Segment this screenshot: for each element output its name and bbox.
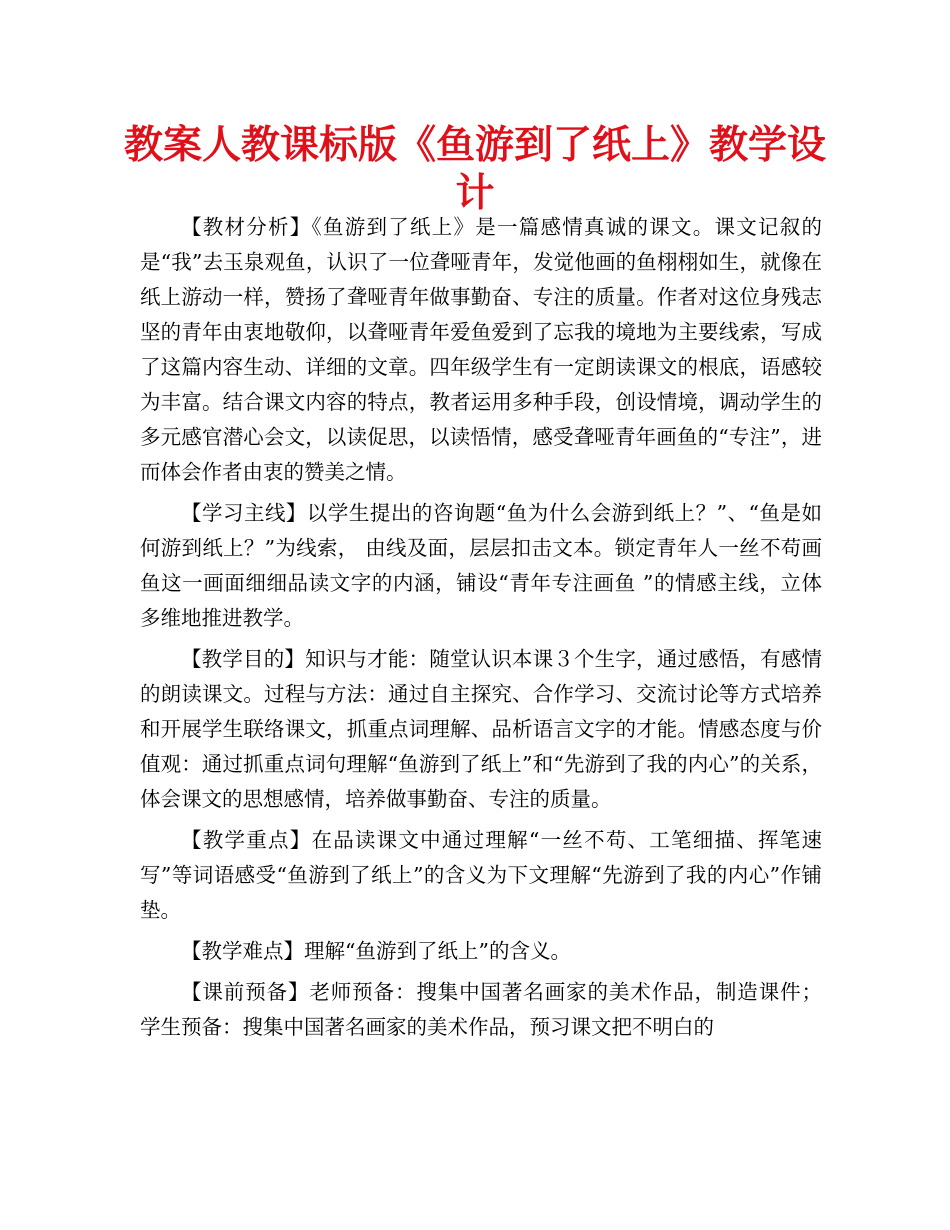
paragraph-learning-mainline: 【学习主线】以学生提出的咨询题“鱼为什么会游到纸上？”、“鱼是如何游到纸上？”为线索， 由线及面，层层扣击文本。锁定青年人一丝不苟画鱼这一画面细细品读文字的内涵，铺设“青年专注画鱼 ”的情感主线，立体多维地推进教学。 — [140, 501, 822, 630]
paragraph-teaching-focus: 【教学重点】在品读课文中通过理解“一丝不苟、工笔细描、挥笔速写”等词语感受“鱼游到了纸上”的含义为下文理解“先游到了我的内心”作铺垫。 — [140, 828, 822, 922]
paragraph-teaching-objectives: 【教学目的】知识与才能：随堂认识本课３个生字，通过感悟，有感情的朗读课文。过程与方法：通过自主探究、合作学习、交流讨论等方式培养和开展学生联络课文，抓重点词理解、品析语言文字的才能。情感态度与价值观：通过抓重点词句理解“鱼游到了纸上”和“先游到了我的内心”的关系，体会课文的思想感情，培养做事勤奋、专注的质量。 — [140, 647, 822, 811]
paragraph-preparation: 【课前预备】老师预备：搜集中国著名画家的美术作品，制造课件； 学生预备：搜集中国著名画家的美术作品，预习课文把不明白的 — [140, 980, 822, 1039]
paragraph-teaching-difficulty: 【教学难点】理解“鱼游到了纸上”的含义。 — [181, 939, 571, 963]
paragraph-textbook-analysis: 【教材分析】《鱼游到了纸上》是一篇感情真诚的课文。课文记叙的是“我”去玉泉观鱼，认识了一位聋哑青年，发觉他画的鱼栩栩如生，就像在纸上游动一样，赞扬了聋哑青年做事勤奋、专注的质量。作者对这位身残志坚的青年由衷地敬仰，以聋哑青年爱鱼爱到了忘我的境地为主要线索，写成了这篇内容生动、详细的文章。四年级学生有一定朗读课文的根底，语感较为丰富。结合课文内容的特点，教者运用多种手段，创设情境，调动学生的多元感官潜心会文，以读促思，以读悟情，感受聋哑青年画鱼的“专注”，进而体会作者由衷的赞美之情。 — [140, 215, 822, 484]
document-body — [140, 210, 822, 1051]
document-title: 教案人教课标版《鱼游到了纸上》教学设计 — [123, 123, 826, 216]
